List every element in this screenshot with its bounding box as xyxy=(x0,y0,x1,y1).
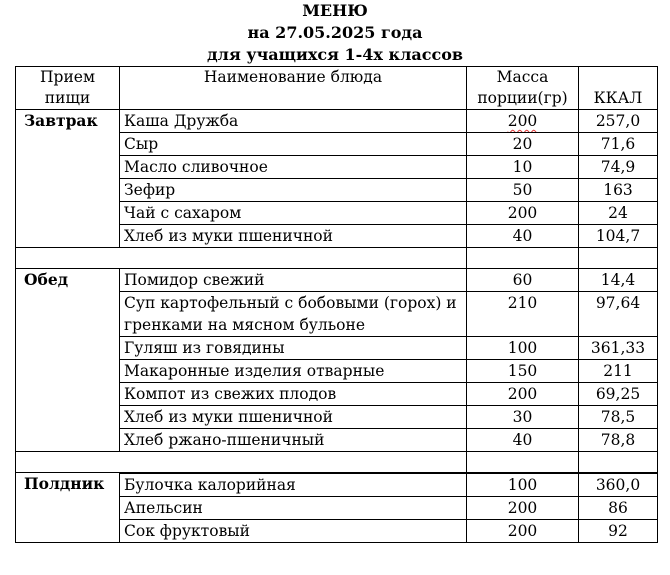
mass-cell: 10 xyxy=(467,156,579,179)
kcal-cell: 14,4 xyxy=(579,269,658,292)
dish-cell: Помидор свежий xyxy=(120,269,467,292)
kcal-cell: 24 xyxy=(579,202,658,225)
meal-label-snack: Полдник xyxy=(16,473,120,543)
spacer-row xyxy=(16,248,658,269)
header-meal-line2: пищи xyxy=(44,89,91,107)
meal-label-lunch: Обед xyxy=(16,269,120,452)
dish-cell: Хлеб из муки пшеничной xyxy=(120,225,467,248)
mass-cell: 200 xyxy=(467,520,579,543)
dish-cell: Зефир xyxy=(120,179,467,202)
mass-cell: 100 xyxy=(467,337,579,360)
document-audience: для учащихся 1-4х классов xyxy=(207,45,463,64)
document-title: МЕНЮ xyxy=(302,1,368,20)
kcal-cell: 361,33 xyxy=(579,337,658,360)
mass-cell: 60 xyxy=(467,269,579,292)
header-mass-line2: порции(гр) xyxy=(477,89,568,107)
dish-cell: Хлеб ржано-пшеничный xyxy=(120,429,467,452)
dish-cell: Булочка калорийная xyxy=(120,474,467,497)
mass-cell: 200 xyxy=(467,497,579,520)
dish-cell: Сыр xyxy=(120,133,467,156)
header-row xyxy=(16,67,658,110)
mass-cell: 200 xyxy=(467,383,579,406)
mass-cell: 150 xyxy=(467,360,579,383)
dish-cell: Сок фруктовый xyxy=(120,520,467,543)
mass-cell: 40 xyxy=(467,429,579,452)
dish-cell: Чай с сахаром xyxy=(120,202,467,225)
mass-cell xyxy=(467,110,579,133)
header-mass xyxy=(467,67,579,110)
kcal-cell: 211 xyxy=(579,360,658,383)
mass-cell: 50 xyxy=(467,179,579,202)
spacer-row xyxy=(16,452,658,473)
header-meal xyxy=(16,67,120,110)
kcal-cell: 78,5 xyxy=(579,406,658,429)
dish-cell: Гуляш из говядины xyxy=(120,337,467,360)
dish-cell: Хлеб из муки пшеничной xyxy=(120,406,467,429)
mass-cell: 100 xyxy=(467,474,579,497)
table-row xyxy=(16,269,658,292)
mass-value: 200 xyxy=(507,112,538,130)
dish-cell: Каша Дружба xyxy=(120,110,467,133)
kcal-cell: 78,8 xyxy=(579,429,658,452)
header-meal-line1: Прием xyxy=(40,68,95,86)
mass-cell: 200 xyxy=(467,202,579,225)
kcal-cell: 86 xyxy=(579,497,658,520)
header-mass-line1: Масса xyxy=(496,68,549,86)
dish-cell: Суп картофельный с бобовыми (горох) и гренками на мясном бульоне xyxy=(120,292,467,337)
dish-cell: Макаронные изделия отварные xyxy=(120,360,467,383)
mass-cell: 20 xyxy=(467,133,579,156)
kcal-cell: 163 xyxy=(579,179,658,202)
meal-label-breakfast: Завтрак xyxy=(16,110,120,248)
menu-table xyxy=(15,66,658,543)
kcal-cell: 92 xyxy=(579,520,658,543)
kcal-cell: 104,7 xyxy=(579,225,658,248)
document-date: на 27.05.2025 года xyxy=(247,23,423,42)
dish-cell: Компот из свежих плодов xyxy=(120,383,467,406)
dish-cell: Апельсин xyxy=(120,497,467,520)
header-kcal: ККАЛ xyxy=(579,67,658,110)
dish-cell: Масло сливочное xyxy=(120,156,467,179)
kcal-cell: 74,9 xyxy=(579,156,658,179)
table-row xyxy=(16,110,658,133)
kcal-cell: 69,25 xyxy=(579,383,658,406)
mass-cell: 40 xyxy=(467,225,579,248)
mass-cell: 210 xyxy=(467,292,579,337)
kcal-cell: 71,6 xyxy=(579,133,658,156)
kcal-cell: 257,0 xyxy=(579,110,658,133)
kcal-cell: 360,0 xyxy=(579,474,658,497)
kcal-cell: 97,64 xyxy=(579,292,658,337)
header-dish: Наименование блюда xyxy=(120,67,467,110)
mass-cell: 30 xyxy=(467,406,579,429)
